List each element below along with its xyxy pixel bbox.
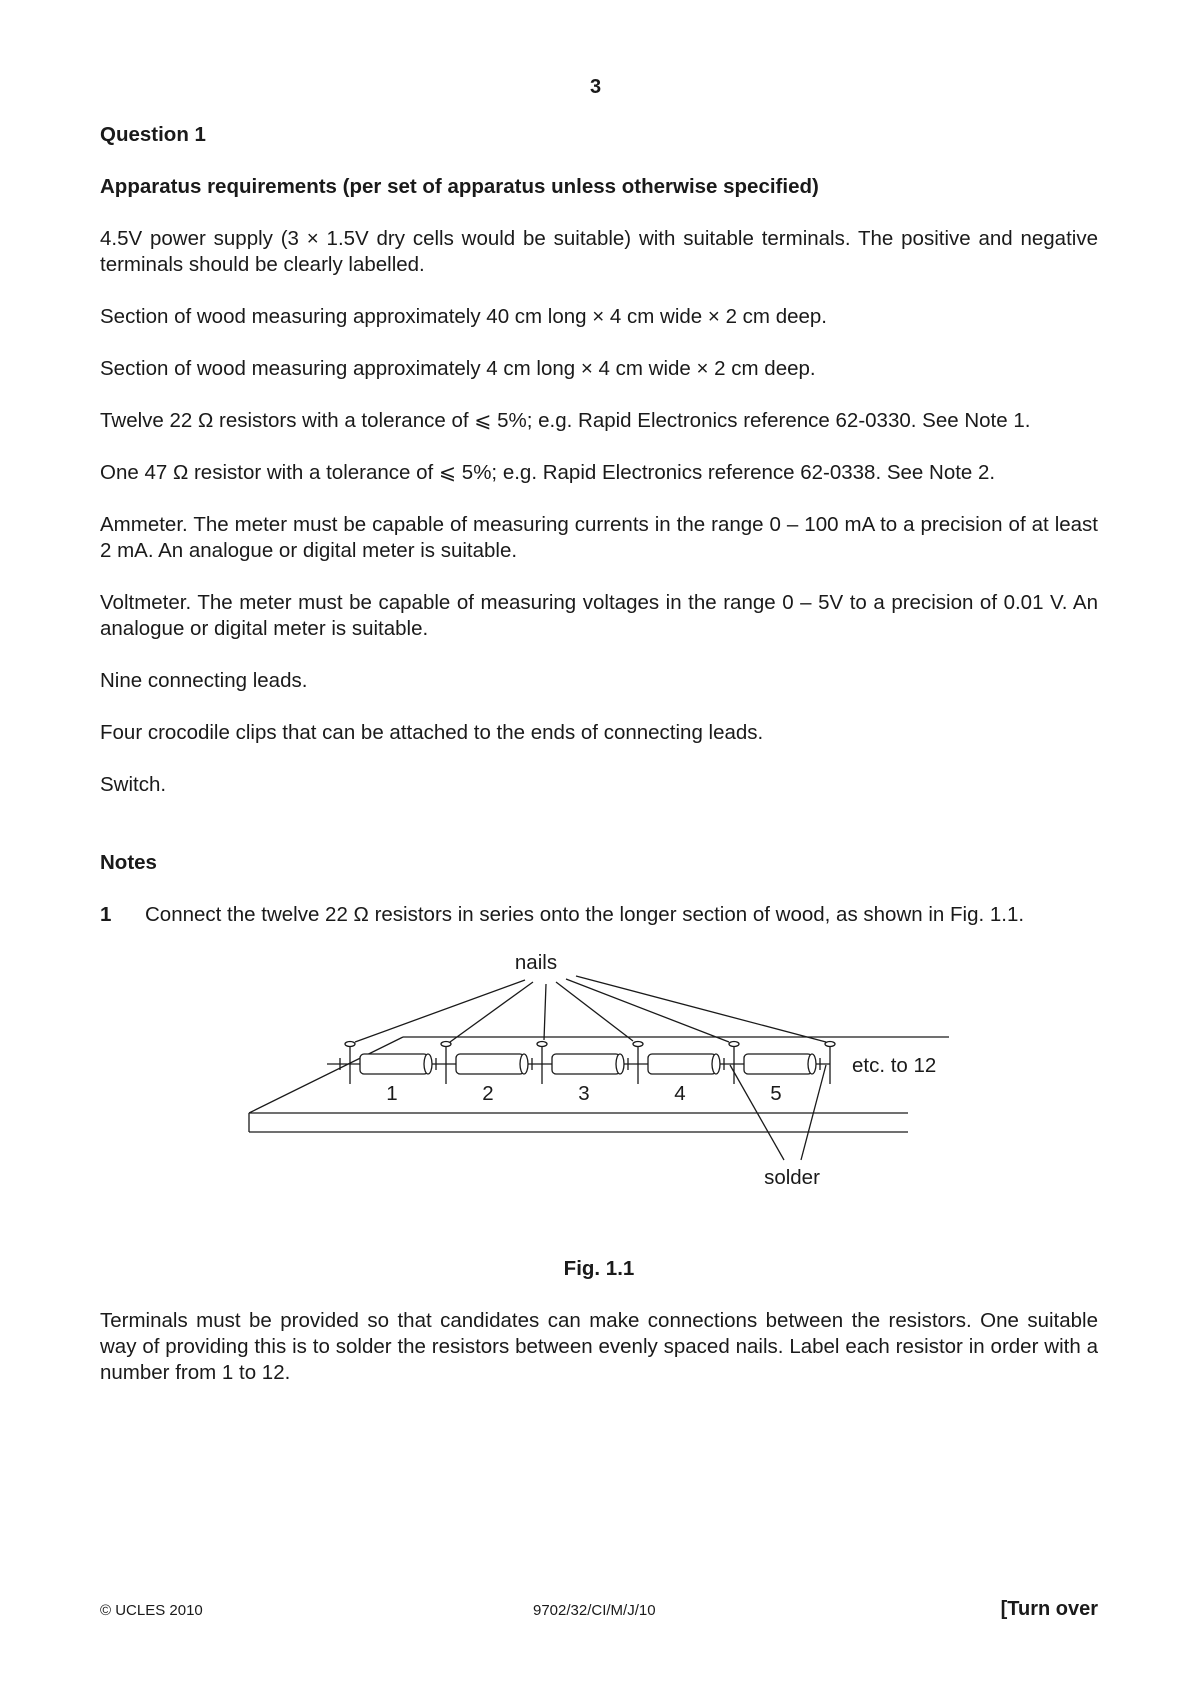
apparatus-ammeter: Ammeter. The meter must be capable of measuring currents in the range 0 – 100 mA to a precision of at least 2 mA. An analogue or digital meter is suitable.	[100, 513, 1098, 562]
label-etc: etc. to 12	[852, 1054, 937, 1077]
footer-turn-over: [Turn over	[1000, 1598, 1098, 1620]
apparatus-power-supply: 4.5V power supply (3 × 1.5V dry cells would be suitable) with suitable terminals. The positive and negative terminals should be clearly labelled.	[100, 227, 1098, 276]
resistor-number-label: 1	[386, 1082, 398, 1105]
apparatus-long-wood: Section of wood measuring approximately 40 cm long × 4 cm wide × 2 cm deep.	[100, 305, 827, 328]
nail	[628, 1042, 643, 1085]
resistor-4	[648, 1054, 720, 1074]
apparatus-short-wood: Section of wood measuring approximately 4 cm long × 4 cm wide × 2 cm deep.	[100, 357, 816, 380]
resistor-number-label: 2	[482, 1082, 494, 1105]
label-nails: nails	[514, 951, 558, 974]
resistor-number-label: 4	[674, 1082, 686, 1105]
apparatus-switch: Switch.	[100, 773, 167, 796]
note-number: 1	[100, 903, 112, 926]
page-number: 3	[589, 76, 602, 98]
resistor-1	[360, 1054, 432, 1074]
nails-leader-lines	[355, 976, 826, 1042]
resistor-board-diagram	[100, 934, 1098, 1234]
footer-paper-code: 9702/32/CI/M/J/10	[533, 1602, 656, 1619]
question-title: Question 1	[100, 123, 206, 146]
note-1-body: Terminals must be provided so that candidates can make connections between the resistors. One suitable way of providing this is to solder the resistors between evenly spaced nails. Label each resistor in order with a number from 1 to 12.	[100, 1309, 1098, 1384]
nail	[532, 1042, 547, 1085]
notes-heading: Notes	[100, 851, 157, 874]
footer-copyright: © UCLES 2010	[100, 1602, 203, 1619]
note-1	[100, 902, 1098, 928]
apparatus-crocodile-clips: Four crocodile clips that can be attached to the ends of connecting leads.	[100, 721, 764, 744]
figure-resistor-board	[100, 934, 1098, 1234]
resistor-3	[552, 1054, 624, 1074]
label-solder: solder	[764, 1166, 820, 1189]
page-content	[100, 122, 1098, 1412]
nail	[340, 1042, 355, 1085]
resistor-number-label: 5	[770, 1082, 782, 1105]
nail	[436, 1042, 451, 1085]
wood-board	[249, 1037, 949, 1132]
resistor-2	[456, 1054, 528, 1074]
page-footer	[100, 1598, 1098, 1628]
apparatus-leads: Nine connecting leads.	[100, 669, 308, 692]
resistor-5	[744, 1054, 816, 1074]
resistor-number-label: 3	[578, 1082, 590, 1105]
apparatus-47-ohm-resistor: One 47 Ω resistor with a tolerance of ⩽ 5%; e.g. Rapid Electronics reference 62-0338. See Note 2.	[100, 461, 996, 484]
note-text: Connect the twelve 22 Ω resistors in series onto the longer section of wood, as shown in Fig. 1.1.	[145, 903, 1025, 926]
figure-caption: Fig. 1.1	[563, 1257, 635, 1280]
apparatus-voltmeter: Voltmeter. The meter must be capable of measuring voltages in the range 0 – 5V to a precision of 0.01 V. An analogue or digital meter is suitable.	[100, 591, 1098, 640]
apparatus-22-ohm-resistors: Twelve 22 Ω resistors with a tolerance of ⩽ 5%; e.g. Rapid Electronics reference 62-0330. See Note 1.	[100, 409, 1031, 432]
apparatus-heading: Apparatus requirements (per set of apparatus unless otherwise specified)	[100, 175, 819, 198]
